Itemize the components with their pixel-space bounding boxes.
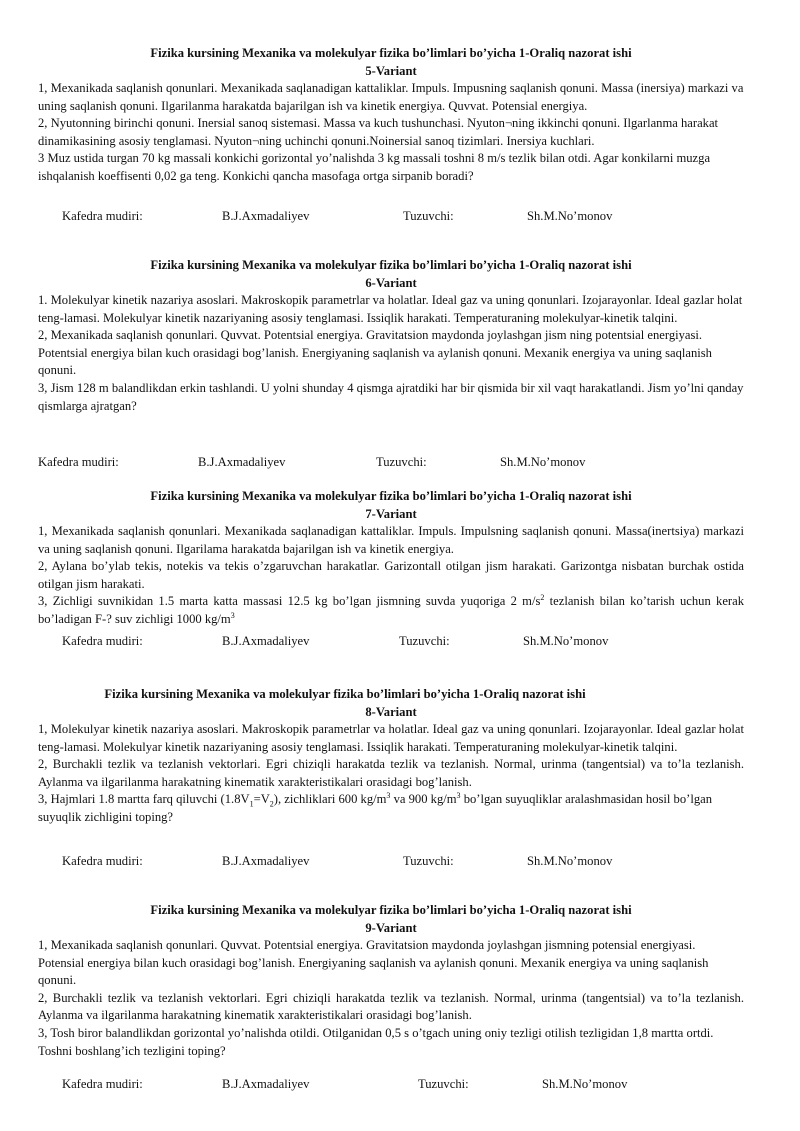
variant-title: Fizika kursining Mexanika va molekulyar fizika bo’limlari bo’yicha 1-Oraliq nazorat ishi bbox=[150, 489, 632, 503]
head-name: B.J.Axmadaliyev bbox=[222, 854, 310, 868]
question-1: 1, Mexanikada saqlanish qonunlari. Mexanikada saqlanadigan kattaliklar. Impuls. Impulsning saqlanish qonuni. Massa(inertsiya) markazi va uning saqlanish qonuni. Ilgarilama harakatda bajarilgan ish va kinetik energiya. bbox=[38, 524, 744, 556]
question-1: 1. Molekulyar kinetik nazariya asoslari. Makroskopik parametrlar va holatlar. Ideal gaz va uning qonunlari. Izojarayonlar. Ideal gazlar holat teng-lamasi. Molekulyar kinetik nazariyaning asosiy tenglamasi. Issiqlik harakati. Temperaturaning molekulyar-kinetik talqini. bbox=[38, 293, 743, 325]
variant-5-block bbox=[38, 44, 744, 186]
question-2: 2, Mexanikada saqlanish qonunlari. Quvvat. Potentsial energiya. Gravitatsion maydonda joylashgan jism ning potentsial energiyasi. Potentsial energiya bilan kuch orasidagi bog’lanish. Energiyaning saqlanish va aylanish qonuni. Mexanik energiya va uning saqlanish qonuni. bbox=[38, 328, 712, 378]
variant-number: 5-Variant bbox=[365, 64, 417, 78]
question-2: 2, Aylana bo’ylab tekis, notekis va tekis o’zgaruvchan harakatlar. Garizontall otilgan jism harakati. Garizontga nisbatan burchak ostida otilgan jism harakati. bbox=[38, 559, 744, 591]
question-1: 1, Mexanikada saqlanish qonunlari. Quvvat. Potentsial energiya. Gravitatsion maydonda joylashgan jismning potensial energiyasi. Potensial energiya bilan kuch orasidagi bog’lanish. Energiyaning saqlanish va aylanish qonuni. Mexanik energiya va uning saqlanish qonuni. bbox=[38, 938, 709, 988]
variant-title: Fizika kursining Mexanika va molekulyar fizika bo’limlari bo’yicha 1-Oraliq nazorat ishi bbox=[150, 903, 632, 917]
head-name: B.J.Axmadaliyev bbox=[222, 634, 310, 648]
head-label: Kafedra mudiri: bbox=[62, 209, 143, 223]
question-3: 3, Hajmlari 1.8 martta farq qiluvchi $(1.8V_1=V_2)$, zichliklari 600 $kg/m^3$ va 900 $kg/m^3$ bo’lgan suyuqliklar aralashmasidan hosil bo’lgan suyuqlik zichligini toping? bbox=[38, 791, 713, 824]
variant-number: 6-Variant bbox=[365, 276, 417, 290]
head-label: Kafedra mudiri: bbox=[62, 854, 143, 868]
question-2: 2, Burchakli tezlik va tezlanish vektorlari. Egri chiziqli harakatda tezlik va tezlanish. Normal, urinma (tangentsial) va to’la tezlanish. Aylanma va ilgarilanma harakatning kinematik xarakteristikalari orasidagi bog’lanish. bbox=[38, 757, 744, 789]
author-name: Sh.M.No’monov bbox=[527, 854, 613, 868]
question-3: 3, Jism 128 m balandlikdan erkin tashlandi. U yolni shunday 4 qismga ajratdiki har bir qismida bir xil vaqt harakatlandi. Jism yo’lni qanday qismlarga ajratgan? bbox=[38, 380, 744, 413]
question-3: 3, Tosh biror balandlikdan gorizontal yo’nalishda otildi. Otilganidan 0,5 s o’tgach uning oniy tezligi otilish tezligidan 1,8 martta ortdi. Toshni boshlang’ich tezligini toping? bbox=[38, 1025, 714, 1058]
variant-8-block bbox=[38, 685, 744, 827]
author-label: Tuzuvchi: bbox=[418, 1077, 469, 1091]
head-name: B.J.Axmadaliyev bbox=[222, 209, 310, 223]
variant-6-block bbox=[38, 256, 744, 415]
variant-title: Fizika kursining Mexanika va molekulyar fizika bo’limlari bo’yicha 1-Oraliq nazorat ishi bbox=[150, 46, 632, 60]
question-2: 2, Burchakli tezlik va tezlanish vektorlari. Egri chiziqli harakatda tezlik va tezlanish. Normal, urinma (tangentsial) va to’la tezlanish. Aylanma va ilgarilanma harakatning kinematik xarakteristikalari orasidagi bog’lanish. bbox=[38, 990, 744, 1023]
author-label: Tuzuvchi: bbox=[403, 209, 454, 223]
head-name: B.J.Axmadaliyev bbox=[222, 1077, 310, 1091]
question-3: 3, Zichligi suvnikidan 1.5 marta katta massasi 12.5 kg bo’lgan jismning suvda yuqoriga 2 $m/s^2$ tezlanish bilan ko’tarish uchun kerak bo’ladigan F-? suv zichligi 1000 $kg/m^3$ bbox=[38, 593, 744, 626]
variant-number: 7-Variant bbox=[365, 507, 417, 521]
head-name: B.J.Axmadaliyev bbox=[198, 455, 286, 469]
head-label: Kafedra mudiri: bbox=[62, 1077, 143, 1091]
question-1: 1, Molekulyar kinetik nazariya asoslari. Makroskopik parametrlar va holatlar. Ideal gaz va uning qonunlari. Izojarayonlar. Ideal gazlar holat teng-lamasi. Molekulyar kinetik nazariyaning asosiy tenglamasi. Issiqlik harakati. Temperaturaning molekulyar-kinetik talqini. bbox=[38, 722, 744, 754]
variant-title: Fizika kursining Mexanika va molekulyar fizika bo’limlari bo’yicha 1-Oraliq nazorat ishi bbox=[104, 687, 586, 701]
author-name: Sh.M.No’monov bbox=[527, 209, 613, 223]
question-3: 3 Muz ustida turgan 70 kg massali konkichi gorizontal yo’nalishda 3 kg massali toshni 8 m/s tezlik bilan otdi. Agar konkilarni muzga ishqalanish koeffisenti 0,02 ga teng. Konkichi qancha masofaga ortga sirpanib boradi? bbox=[38, 151, 711, 183]
question-1: 1, Mexanikada saqlanish qonunlari. Mexanikada saqlanadigan kattaliklar. Impuls. Impusning saqlanish qonuni. Massa (inersiya) markazi va uning saqlanish qonuni. Ilgarilanma harakatda bajarilgan ish va kinetik energiya. Quvvat. Potensial energiya. bbox=[38, 81, 744, 113]
variant-title: Fizika kursining Mexanika va molekulyar fizika bo’limlari bo’yicha 1-Oraliq nazorat ishi bbox=[150, 258, 632, 272]
author-name: Sh.M.No’monov bbox=[542, 1077, 628, 1091]
author-label: Tuzuvchi: bbox=[399, 634, 450, 648]
author-label: Tuzuvchi: bbox=[376, 455, 427, 469]
author-name: Sh.M.No’monov bbox=[500, 455, 586, 469]
head-label: Kafedra mudiri: bbox=[38, 455, 119, 469]
author-label: Tuzuvchi: bbox=[403, 854, 454, 868]
author-name: Sh.M.No’monov bbox=[523, 634, 609, 648]
question-2: 2, Nyutonning birinchi qonuni. Inersial sanoq sistemasi. Massa va kuch tushunchasi. Nyuton¬ning ikkinchi qonuni. Ilgarlanma harakat dinamikasining asosiy tenglamasi. Nyuton¬ning uchinchi qonuni.Noinersial sanoq tizimlari. Inersiya kuchlari. bbox=[38, 116, 719, 148]
variant-number: 8-Variant bbox=[365, 705, 417, 719]
variant-9-block bbox=[38, 901, 744, 1060]
variant-number: 9-Variant bbox=[365, 921, 417, 935]
variant-7-block bbox=[38, 487, 744, 629]
head-label: Kafedra mudiri: bbox=[62, 634, 143, 648]
